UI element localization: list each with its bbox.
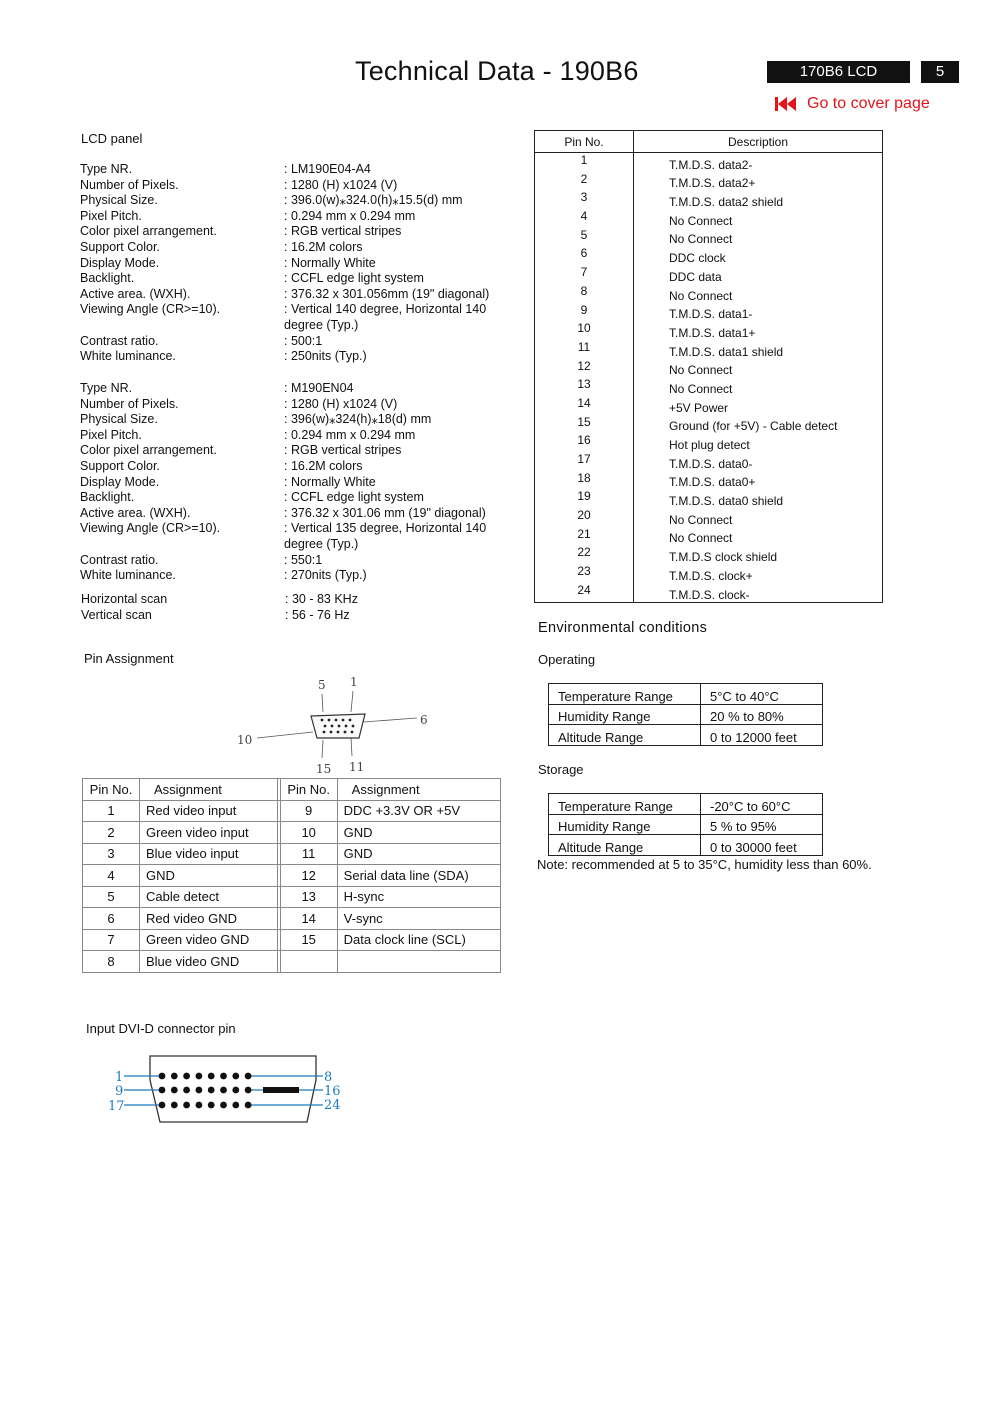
dvi-pin-description: T.M.D.S. data0- [669,456,753,471]
dvi-pin-description: No Connect [669,213,733,228]
spec-value: : 500:1 [284,333,323,348]
spec-row [80,381,486,397]
dvi-pin-dot [196,1073,203,1080]
dvi-pin-number: 21 [535,527,634,546]
dvi-pin-number: 8 [535,284,634,303]
operating-heading: Operating [538,652,596,667]
spec-value: : LM190E04-A4 [284,162,371,176]
dvi-pin-description: Hot plug detect [669,438,750,452]
spec-row [80,428,486,444]
env-value: 0 to 12000 feet [701,725,823,746]
spec-row [80,553,486,569]
spec-row [80,193,489,209]
spec-value: : 396.0(w)⁎324.0(h)⁎15.5(d) mm [284,193,463,208]
dvi-pin-number: 11 [535,340,634,359]
dvi-pin-number: 20 [535,508,634,527]
pin-assignment: Blue video input [140,843,278,865]
spec-value: : 376.32 x 301.056mm (19" diagonal) [284,286,490,301]
dvi-pin-number: 6 [535,246,634,265]
dvi-pin-description: No Connect [669,512,733,527]
spec-row [80,240,489,256]
dvi-pin-dot [183,1073,190,1080]
spec-label: Support Color. [80,239,160,254]
dvi-pin-description: T.M.D.S clock shield [669,550,778,565]
pin-assignment: DDC +3.3V OR +5V [337,800,500,822]
spec-value: : 1280 (H) x1024 (V) [284,177,398,192]
env-label: Temperature Range [549,684,701,705]
pin-table-row [83,822,501,844]
spec-value: degree (Typ.) [284,317,359,332]
dvi-pin-number: 1 [535,153,634,172]
spec-value: : 250nits (Typ.) [284,349,367,364]
page-title: Technical Data - 190B6 [355,56,639,86]
spec-row [80,521,486,537]
spec-label: Physical Size. [80,412,158,427]
env-row [549,725,823,746]
dvi-pin-row [535,508,883,527]
spec-label: Type NR. [80,162,133,176]
vga-label-11: 11 [349,760,365,774]
dvi-pin-number: 17 [535,452,634,471]
dvi-pin-dot [245,1087,252,1094]
dvi-pin-number: 24 [535,583,634,602]
spec-value: : 30 - 83 KHz [285,592,358,606]
env-row [549,704,823,725]
pin-assignment: Red video GND [140,908,278,930]
dvi-pin-description: No Connect [669,288,733,303]
vga-label-1: 1 [350,675,358,689]
pin-no-header-right: Pin No. [280,779,337,801]
spec-row [80,224,489,240]
env-label: Humidity Range [549,814,701,835]
dvi-pin-number: 3 [535,190,634,209]
dvi-pin-dot [159,1102,166,1109]
spec-label: Backlight. [80,271,135,286]
env-row [549,814,823,835]
dvi-pin-row [535,527,883,546]
dvi-pin-description: DDC clock [669,251,726,266]
environment-heading: Environmental conditions [538,620,708,636]
dvi-label-1: 1 [115,1070,124,1085]
dvi-pin-dot [183,1087,190,1094]
dvi-pin-row [535,321,883,340]
dvi-pin-row [535,583,883,602]
pin-number: 6 [83,908,140,930]
env-value: -20°C to 60°C [701,794,823,815]
scan-spec-list [81,592,358,623]
spec-label: Pixel Pitch. [80,427,142,442]
dvi-label-17: 17 [108,1099,125,1114]
pin-table-row [83,800,501,822]
dvi-pin-row [535,209,883,228]
dvi-pin-row [535,190,883,209]
dvi-pin-no-header: Pin No. [535,131,634,153]
env-label: Altitude Range [549,835,701,856]
spec-label: Physical Size. [80,193,158,208]
pin-number: 8 [83,951,140,973]
pin-number: 4 [83,865,140,887]
skip-back-icon [775,96,797,112]
dvi-heading: Input DVI-D connector pin [86,1021,236,1036]
dvi-pin-row [535,433,883,452]
spec-label: Active area. (WXH). [80,505,191,520]
dvi-pin-number: 22 [535,545,634,564]
pin-assignment: Cable detect [140,886,278,908]
env-label: Altitude Range [549,725,701,746]
dvi-label-9: 9 [115,1084,124,1099]
env-label: Humidity Range [549,704,701,725]
spec-label: Horizontal scan [81,592,168,606]
dvi-table-header-row [535,131,883,153]
dvi-pin-dot [220,1087,227,1094]
assignment-header: Assignment [140,779,278,801]
pin-table-row [83,886,501,908]
dvi-pin-description: No Connect [669,363,733,378]
pin-table-row [83,843,501,865]
spec-row [80,209,489,225]
dvi-pin-row [535,415,883,434]
dvi-pin-dot [208,1073,215,1080]
spec-label: Color pixel arrangement. [80,224,217,239]
dvi-pin-dot [208,1087,215,1094]
pin-assignment: Green video input [140,822,278,844]
spec-label: Backlight. [80,490,135,505]
dvi-pin-description: No Connect [669,232,733,247]
dvi-pin-description: T.M.D.S. data2 shield [669,195,784,210]
spec-row [81,592,358,608]
dvi-pin-number: 2 [535,172,634,191]
spec-label: White luminance. [80,568,176,583]
env-row [549,684,823,705]
dvi-pin-dot [245,1102,252,1109]
dvi-pin-dot [245,1073,252,1080]
dvi-description-header: Description [634,131,883,153]
dvi-pin-dot [171,1073,178,1080]
spec-row [81,608,358,624]
env-value: 5°C to 40°C [701,684,823,705]
dvi-pin-number: 7 [535,265,634,284]
dvi-pin-dot [196,1087,203,1094]
dvi-pin-description: T.M.D.S. data1- [669,307,753,322]
env-value: 20 % to 80% [701,704,823,725]
pin-number [280,951,337,973]
pin-assignment-table [82,778,501,973]
dvi-pin-dot [159,1087,166,1094]
spec-value: : Vertical 140 degree, Horizontal 140 [284,302,487,317]
model-badge: 170B6 LCD [767,61,910,83]
dvi-pin-description: T.M.D.S. data1 shield [669,344,784,359]
spec-row [80,397,486,413]
spec-value: : 16.2M colors [284,458,363,473]
dvi-pin-row [535,228,883,247]
pin-assignment: H-sync [337,886,500,908]
spec-label: White luminance. [80,349,176,364]
pin-assignment: GND [337,822,500,844]
page-number-badge: 5 [921,61,959,83]
dvi-pin-dot [171,1102,178,1109]
go-to-cover-label: Go to cover page [807,95,930,112]
dvi-pin-number: 4 [535,209,634,228]
dvi-pin-number: 10 [535,321,634,340]
env-label: Temperature Range [549,794,701,815]
dvi-pin-dot [208,1102,215,1109]
spec-value: : 1280 (H) x1024 (V) [284,396,398,411]
dvi-pin-row [535,303,883,322]
pin-number: 3 [83,843,140,865]
pin-assignment: Red video input [140,800,278,822]
dvi-pin-dot [183,1102,190,1109]
dvi-pin-row [535,172,883,191]
spec-label: Number of Pixels. [80,396,179,411]
spec-row [80,443,486,459]
spec-label: Type NR. [80,381,133,395]
spec-value: : Normally White [284,255,376,270]
vga-label-5: 5 [318,678,326,692]
spec-row [80,537,486,553]
spec-value: : Normally White [284,474,376,489]
spec-value: : 396(w)⁎324(h)⁎18(d) mm [284,412,432,427]
spec-row [80,506,486,522]
dvi-pin-description: Ground (for +5V) - Cable detect [669,419,838,434]
spec-row [80,412,486,428]
spec-row [80,271,489,287]
pin-number: 5 [83,886,140,908]
pin-assignment: GND [140,865,278,887]
pin-no-header: Pin No. [83,779,140,801]
dvi-pin-number: 18 [535,471,634,490]
lcd-spec-list-b [80,381,486,584]
lcd-panel-heading: LCD panel [81,131,143,146]
pin-assignment: Serial data line (SDA) [337,865,500,887]
spec-value: : RGB vertical stripes [284,224,402,239]
spec-value: : M190EN04 [284,381,354,395]
spec-label: Number of Pixels. [80,177,179,192]
env-row [549,835,823,856]
dvi-label-8: 8 [324,1070,333,1085]
dvi-pin-description: +5V Power [669,400,729,415]
spec-row [80,318,489,334]
spec-value: degree (Typ.) [284,536,359,551]
spec-row [80,256,489,272]
dvi-pin-row [535,153,883,172]
dvi-pin-number: 13 [535,377,634,396]
env-value: 5 % to 95% [701,814,823,835]
spec-row [80,568,486,584]
spec-label: Contrast ratio. [80,552,159,567]
spec-label [80,318,284,334]
dvi-pin-dot [232,1087,239,1094]
pin-number: 12 [280,865,337,887]
dvi-pin-row [535,564,883,583]
pin-assignment [337,951,500,973]
env-value: 0 to 30000 feet [701,835,823,856]
dvi-pin-description: T.M.D.S. clock+ [669,568,753,583]
dvi-pin-row [535,396,883,415]
dvi-pin-row [535,265,883,284]
spec-row [80,475,486,491]
storage-table [548,793,823,856]
dvi-pin-row [535,452,883,471]
spec-label: Display Mode. [80,474,160,489]
pin-table-row [83,908,501,930]
spec-row [80,287,489,303]
vga-label-10: 10 [237,733,253,747]
spec-label: Active area. (WXH). [80,286,191,301]
storage-heading: Storage [538,762,584,777]
dvi-label-24: 24 [324,1098,341,1113]
dvi-pin-row [535,340,883,359]
pin-assignment: GND [337,843,500,865]
dvi-pin-description: T.M.D.S. data2- [669,157,753,172]
spec-label: Pixel Pitch. [80,208,142,223]
dvi-pin-description: DDC data [669,269,722,284]
pin-assignment: Blue video GND [140,951,278,973]
spec-row [80,334,489,350]
dvi-pin-dot [196,1102,203,1109]
dvi-pin-dot [171,1087,178,1094]
spec-label: Display Mode. [80,255,160,270]
pin-number: 9 [280,800,337,822]
spec-value: : 550:1 [284,552,323,567]
spec-value: : Vertical 135 degree, Horizontal 140 [284,521,487,536]
spec-value: : CCFL edge light system [284,271,424,286]
pin-assignment-heading: Pin Assignment [84,651,174,666]
spec-label: Color pixel arrangement. [80,443,217,458]
spec-row [80,490,486,506]
spec-label: Viewing Angle (CR>=10). [80,302,221,317]
dvi-label-16: 16 [324,1084,341,1099]
pin-table-row [83,951,501,973]
dvi-pin-number: 12 [535,359,634,378]
pin-number: 13 [280,886,337,908]
vga-label-15: 15 [316,762,332,776]
dvi-pin-description: T.M.D.S. data2+ [669,176,756,191]
operating-table [548,683,823,746]
dvi-pin-description: T.M.D.S. clock- [669,587,750,602]
spec-row [80,459,486,475]
pin-number: 2 [83,822,140,844]
pin-number: 14 [280,908,337,930]
vga-connector-diagram [225,672,440,780]
pin-assignment: V-sync [337,908,500,930]
dvi-pin-row [535,471,883,490]
go-to-cover-link[interactable] [775,95,930,113]
dvi-pin-description: T.M.D.S. data0 shield [669,494,784,509]
dvi-pin-number: 16 [535,433,634,452]
spec-row [80,178,489,194]
spec-value: : 0.294 mm x 0.294 mm [284,208,416,223]
lcd-spec-list-a [80,162,489,365]
pin-number: 7 [83,929,140,951]
dvi-pin-row [535,545,883,564]
dvi-pin-row [535,377,883,396]
spec-value: : 0.294 mm x 0.294 mm [284,427,416,442]
dvi-pin-row [535,284,883,303]
dvi-pin-number: 23 [535,564,634,583]
pin-number: 11 [280,843,337,865]
pin-table-header-row [83,779,501,801]
spec-row [80,349,489,365]
spec-value: : 376.32 x 301.06 mm (19" diagonal) [284,505,486,520]
dvi-pin-row [535,359,883,378]
dvi-pin-number: 14 [535,396,634,415]
pin-assignment: Green video GND [140,929,278,951]
spec-label: Viewing Angle (CR>=10). [80,521,221,536]
dvi-pin-description: No Connect [669,531,733,546]
dvi-pin-dot [159,1073,166,1080]
dvi-pin-dot [232,1073,239,1080]
spec-value: : RGB vertical stripes [284,443,402,458]
env-row [549,794,823,815]
dvi-pin-number: 9 [535,303,634,322]
spec-row [80,162,489,178]
dvi-pin-table [534,130,883,603]
vga-label-6: 6 [420,713,428,727]
pin-number: 10 [280,822,337,844]
pin-number: 1 [83,800,140,822]
dvi-pins [159,1073,252,1109]
spec-value: : 16.2M colors [284,239,363,254]
spec-label: Contrast ratio. [80,333,159,348]
assignment-header-right: Assignment [337,779,500,801]
dvi-pin-number: 5 [535,228,634,247]
pin-table-row [83,865,501,887]
dvi-pin-dot [220,1102,227,1109]
dvi-pin-dot [220,1073,227,1080]
spec-value: : CCFL edge light system [284,490,424,505]
pin-assignment: Data clock line (SCL) [337,929,500,951]
dvi-pin-description: No Connect [669,381,733,396]
dvi-pin-row [535,489,883,508]
dvi-pin-row [535,246,883,265]
environment-note: Note: recommended at 5 to 35°C, humidity less than 60%. [537,857,872,872]
dvi-pin-description: T.M.D.S. data1+ [669,325,756,340]
spec-row [80,302,489,318]
dvi-pin-number: 19 [535,489,634,508]
spec-label: Support Color. [80,458,160,473]
pin-number: 15 [280,929,337,951]
spec-label [80,537,284,553]
spec-value: : 270nits (Typ.) [284,568,367,583]
dvi-connector-diagram [104,1052,349,1130]
pin-table-row [83,929,501,951]
dvi-pin-number: 15 [535,415,634,434]
spec-value: : 56 - 76 Hz [285,607,350,622]
dvi-pin-description: T.M.D.S. data0+ [669,475,756,490]
dvi-pin-dot [232,1102,239,1109]
spec-label: Vertical scan [81,607,152,622]
